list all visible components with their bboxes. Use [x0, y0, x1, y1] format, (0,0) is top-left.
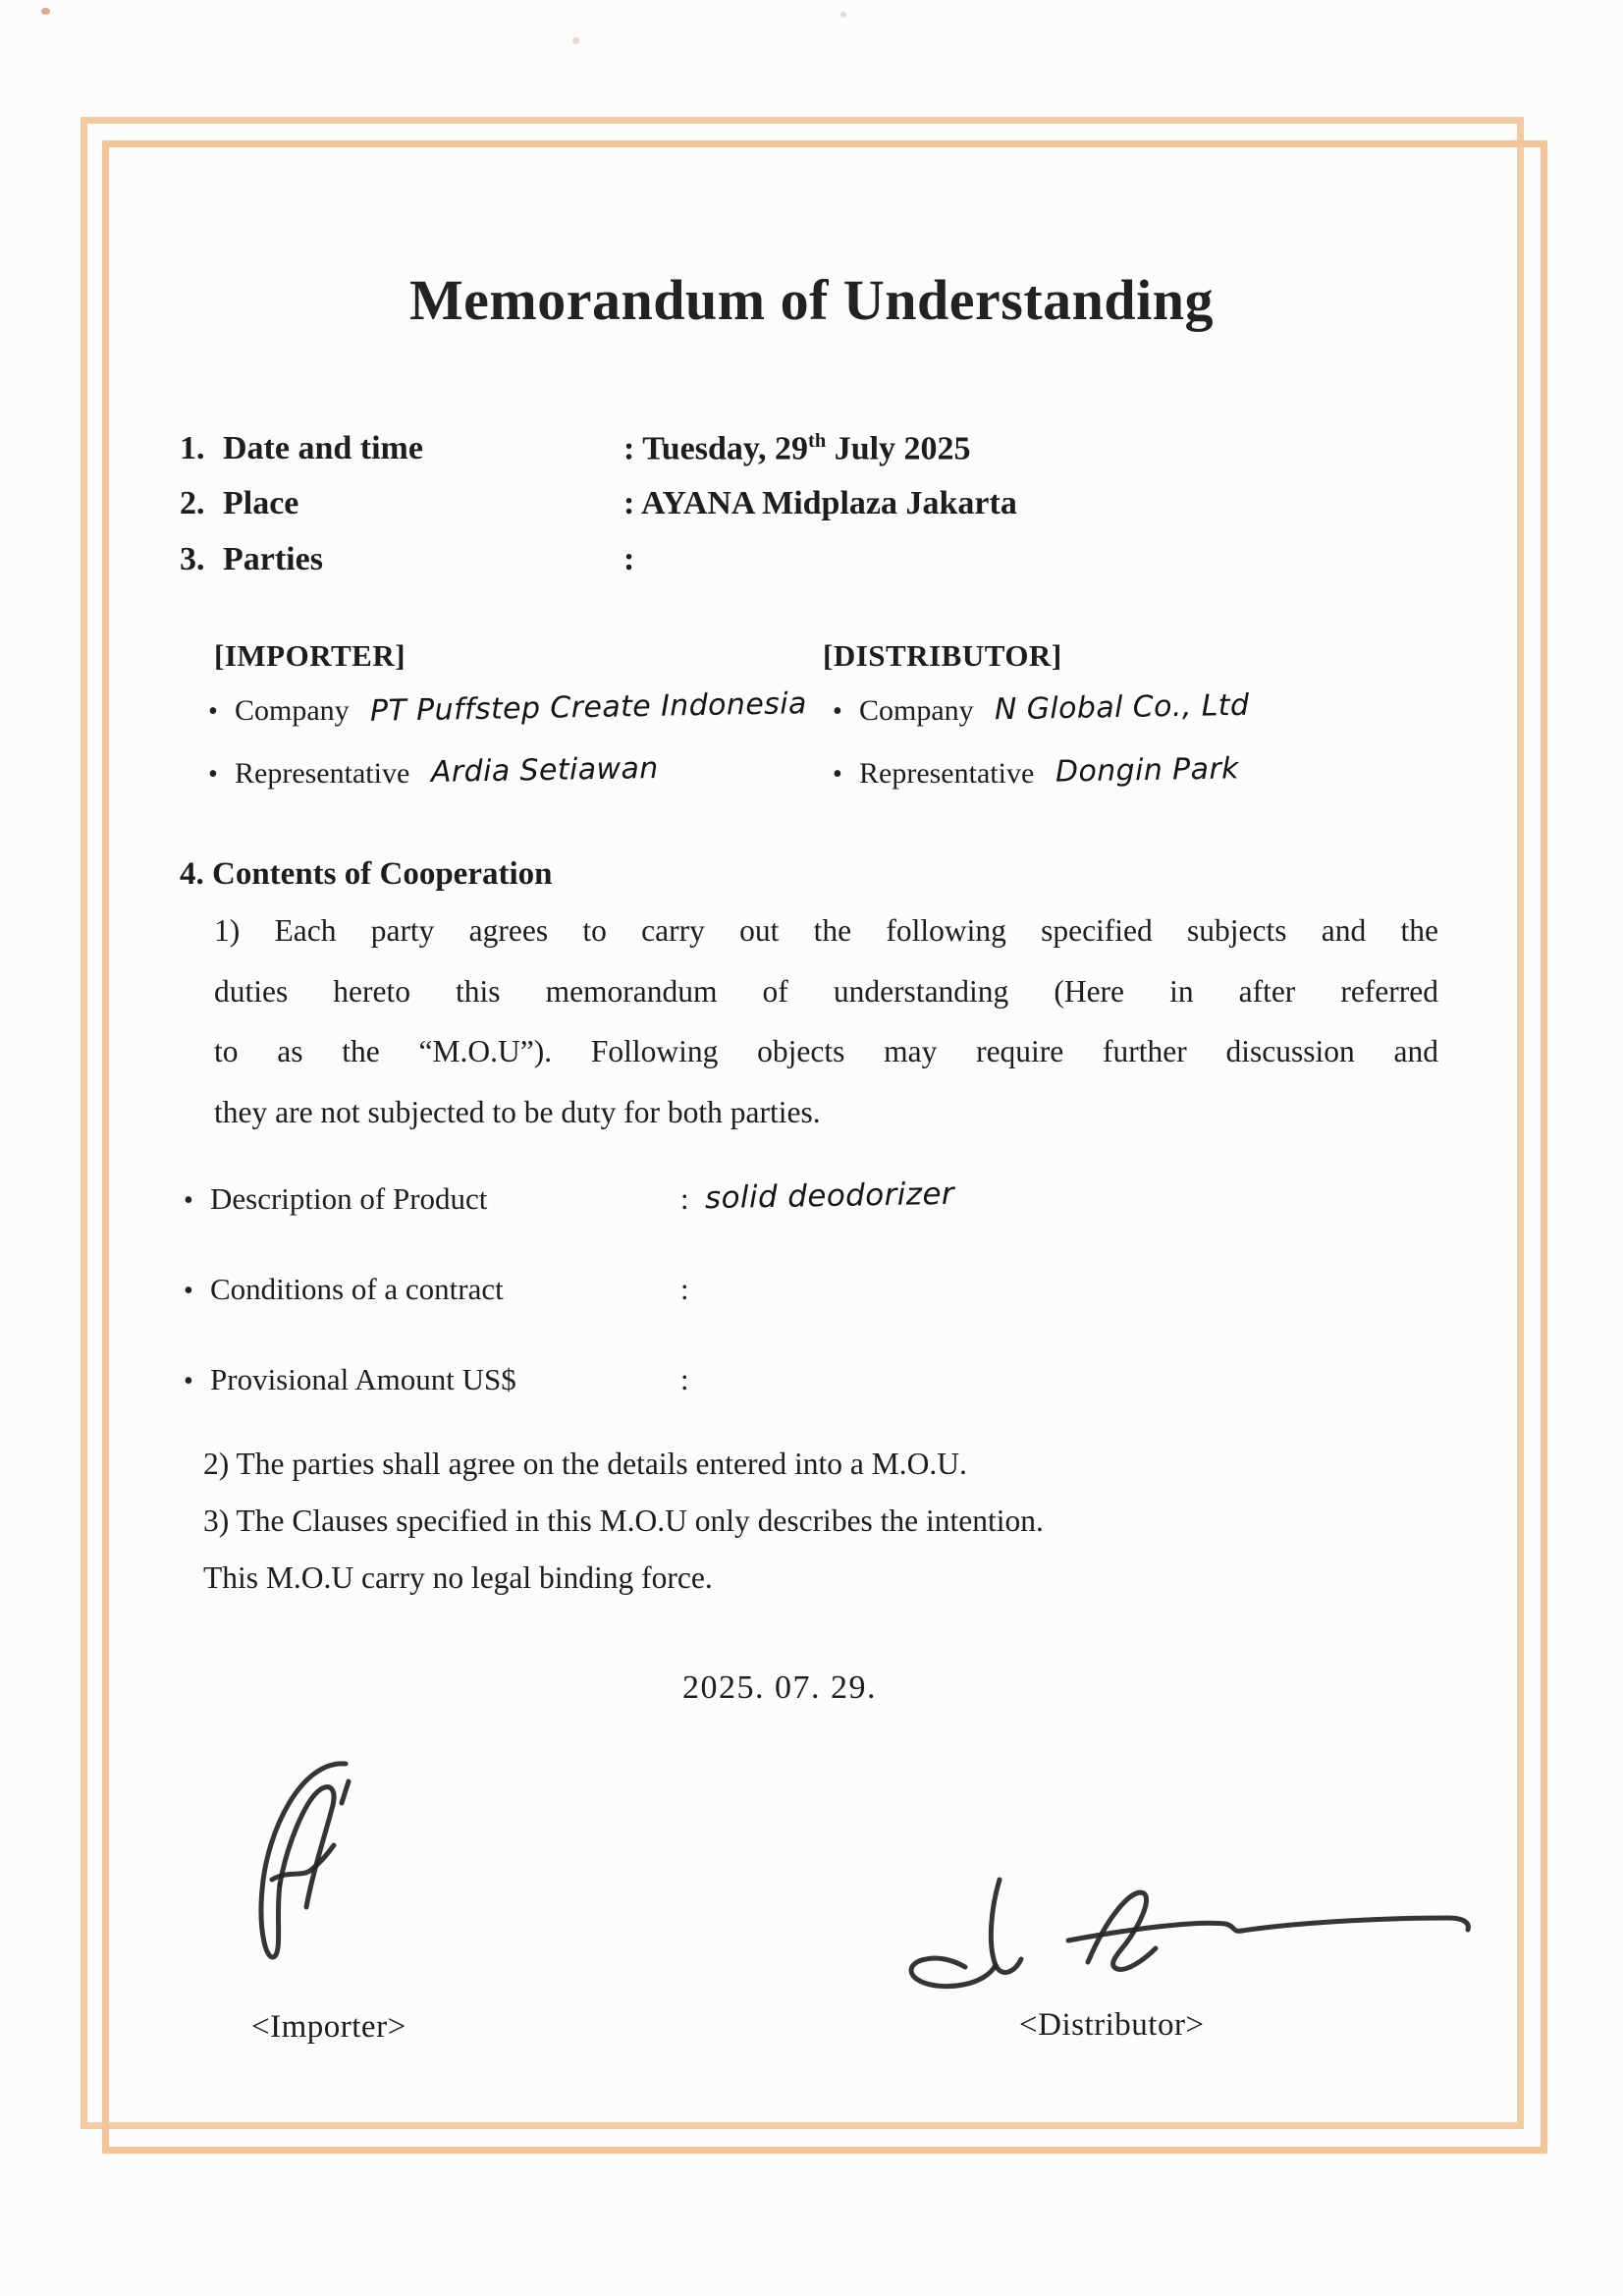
- distributor-representative-handwritten: Dongin Park: [1055, 751, 1239, 790]
- meta-number: 3.: [180, 541, 205, 577]
- document-title: Memorandum of Understanding: [408, 268, 1215, 332]
- importer-company-handwritten: PT Puffstep Create Indonesia: [369, 686, 808, 729]
- meta-value-date: [623, 430, 971, 467]
- closing-clause-3: 3) The Clauses specified in this M.O.U only describes the intention.: [203, 1503, 1044, 1538]
- distributor-caption: <Distributor>: [1019, 2007, 1205, 2043]
- meta-row-place: [180, 485, 1162, 522]
- bullet-dot: •: [208, 696, 218, 727]
- meta-value-parties: [623, 541, 634, 578]
- distributor-signature-image: [887, 1862, 1486, 1999]
- scan-speck: [840, 12, 846, 18]
- paragraph-line: duties hereto this memorandum of understanding (Here in after referred: [214, 973, 1438, 1009]
- meta-number: 2.: [180, 485, 205, 521]
- importer-header: [IMPORTER]: [214, 638, 406, 673]
- meta-label: Parties: [223, 541, 323, 577]
- distributor-company-row: [833, 687, 1250, 728]
- importer-signature-image: [247, 1752, 370, 1968]
- colon: :: [680, 1272, 689, 1306]
- cooperation-heading: 4. Contents of Cooperation: [180, 856, 553, 892]
- distributor-representative-row: [833, 751, 1239, 791]
- paragraph-line: 1) Each party agrees to carry out the following specified subjects and the: [214, 913, 1438, 948]
- importer-caption: <Importer>: [251, 2009, 406, 2045]
- scan-speck: [572, 37, 579, 44]
- paragraph-line: they are not subjected to be duty for both parties.: [214, 1094, 821, 1129]
- closing-clause-2: 2) The parties shall agree on the details entered into a M.O.U.: [203, 1447, 967, 1481]
- distributor-company-label: Company: [859, 694, 974, 727]
- distributor-representative-label: Representative: [859, 757, 1035, 790]
- colon: :: [623, 430, 635, 467]
- provisional-amount-value-cell: [680, 1362, 705, 1397]
- contract-conditions-row: [184, 1272, 1362, 1307]
- bullet-dot: •: [833, 759, 842, 790]
- date-ordinal-suffix: th: [808, 430, 827, 452]
- provisional-amount-label: Provisional Amount US$: [210, 1362, 516, 1396]
- meta-row-parties: [180, 541, 1162, 578]
- distributor-company-handwritten: N Global Co., Ltd: [994, 687, 1250, 728]
- date-value-prefix: Tuesday, 29: [642, 430, 809, 467]
- product-description-label: Description of Product: [210, 1181, 488, 1216]
- bullet-dot: •: [184, 1185, 193, 1216]
- meta-row-date: [180, 430, 1162, 467]
- provisional-amount-row: [184, 1362, 1362, 1397]
- contract-conditions-value-cell: [680, 1272, 705, 1307]
- meta-label: Date and time: [223, 430, 423, 466]
- bullet-dot: •: [184, 1276, 193, 1306]
- date-value-rest: July 2025: [826, 430, 971, 467]
- importer-representative-label: Representative: [235, 757, 410, 790]
- importer-company-row: [208, 686, 808, 729]
- paragraph-line: to as the “M.O.U”). Following objects may require further discussion and: [214, 1034, 1438, 1068]
- meta-label: Place: [223, 485, 299, 521]
- bullet-dot: •: [208, 759, 218, 790]
- meta-value-place: [623, 485, 1017, 522]
- colon: :: [623, 485, 635, 521]
- closing-clause-binding: This M.O.U carry no legal binding force.: [203, 1560, 713, 1595]
- colon: :: [680, 1362, 689, 1396]
- bullet-dot: •: [184, 1366, 193, 1396]
- importer-representative-handwritten: Ardia Setiawan: [430, 750, 659, 791]
- bullet-dot: •: [833, 696, 842, 727]
- product-description-handwritten: solid deodorizer: [704, 1175, 954, 1217]
- importer-company-label: Company: [235, 694, 350, 727]
- importer-representative-row: [208, 750, 659, 791]
- contract-conditions-label: Conditions of a contract: [210, 1272, 504, 1306]
- product-description-row: [184, 1175, 1362, 1217]
- meta-number: 1.: [180, 430, 205, 466]
- distributor-header: [DISTRIBUTOR]: [823, 638, 1062, 673]
- scan-speck: [41, 8, 50, 15]
- cooperation-paragraph: [214, 913, 1438, 1155]
- place-value: AYANA Midplaza Jakarta: [640, 485, 1017, 521]
- colon: :: [623, 541, 635, 577]
- signing-date: 2025. 07. 29.: [682, 1669, 877, 1706]
- colon: :: [680, 1181, 689, 1216]
- product-description-value-cell: [680, 1175, 954, 1217]
